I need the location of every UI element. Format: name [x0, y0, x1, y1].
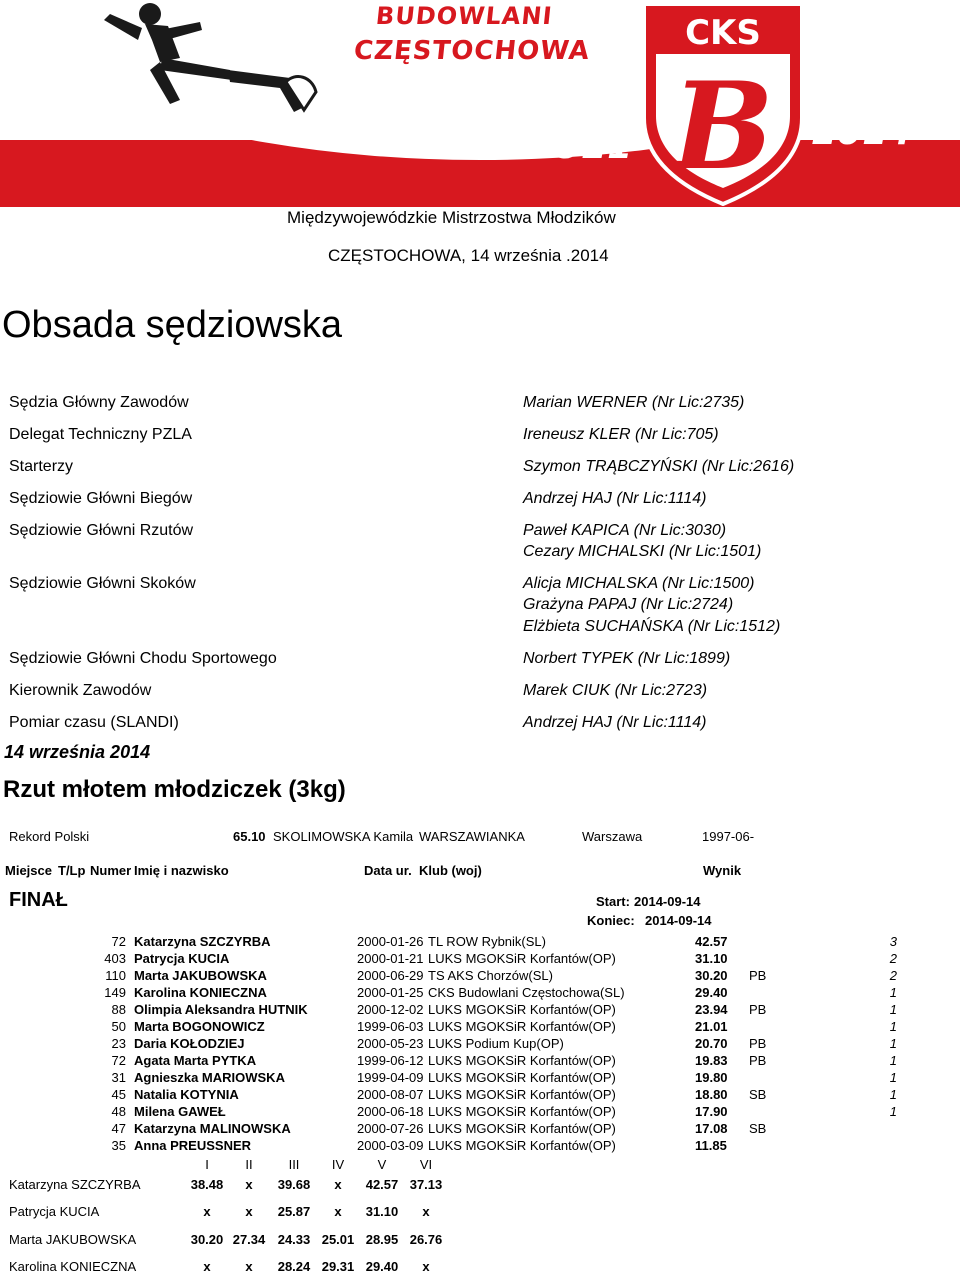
- official-role: Sędziowie Główni Skoków: [9, 575, 196, 592]
- result-name: Karolina KONIECZNA: [134, 985, 267, 1000]
- record-club: WARSZAWIANKA: [419, 829, 525, 844]
- official-role: Sędziowie Główni Rzutów: [9, 522, 194, 539]
- attempt-value: 39.68: [277, 1177, 311, 1192]
- result-name: Katarzyna SZCZYRBA: [134, 934, 271, 949]
- result-dob: 2000-06-29: [357, 968, 424, 983]
- result-name: Katarzyna MALINOWSKA: [134, 1121, 291, 1136]
- runner-silhouette-icon: [90, 0, 330, 140]
- header-banner: [0, 0, 960, 207]
- result-class: 1: [889, 1070, 897, 1085]
- result-class: 1: [889, 1053, 897, 1068]
- result-class: 3: [889, 934, 897, 949]
- attempt-value: x: [334, 1177, 342, 1192]
- result-club: LUKS Podium Kup(OP): [428, 1036, 564, 1051]
- competition-date: 14 września 2014: [4, 742, 151, 762]
- record-value: 65.10: [233, 829, 266, 844]
- event-title: Międzywojewódzkie Mistrzostwa Młodzików: [287, 208, 616, 227]
- result-name: Agata Marta PYTKA: [134, 1053, 257, 1068]
- result-dob: 2000-07-26: [357, 1121, 424, 1136]
- result-number: 31: [111, 1070, 126, 1085]
- result-number: 72: [111, 1053, 126, 1068]
- result-value: 23.94: [695, 1002, 728, 1017]
- attempt-value: 42.57: [365, 1177, 399, 1192]
- official-name: Grażyna PAPAJ (Nr Lic:2724): [523, 596, 734, 613]
- col-dob: Data ur.: [364, 863, 412, 878]
- result-value: 19.83: [695, 1053, 728, 1068]
- result-class: 2: [889, 968, 897, 983]
- attempt-value: 25.87: [277, 1204, 311, 1219]
- badge-text: CKS: [685, 13, 761, 53]
- attempt-value: 31.10: [365, 1204, 399, 1219]
- col-result: Wynik: [703, 863, 742, 878]
- result-value: 31.10: [695, 951, 728, 966]
- result-name: Daria KOŁODZIEJ: [134, 1036, 245, 1051]
- result-dob: 2000-12-02: [357, 1002, 424, 1017]
- result-number: 48: [111, 1104, 126, 1119]
- official-role: Sędzia Główny Zawodów: [9, 394, 189, 411]
- record-city: Warszawa: [582, 829, 643, 844]
- col-place: Miejsce: [5, 863, 52, 878]
- result-club: LUKS MGOKSiR Korfantów(OP): [428, 1053, 616, 1068]
- result-dob: 2000-08-07: [357, 1087, 424, 1102]
- attempt-value: x: [245, 1204, 253, 1219]
- col-number: Numer: [90, 863, 132, 878]
- attempt-value: 26.76: [409, 1232, 443, 1247]
- official-role: Starterzy: [9, 458, 74, 475]
- result-class: 1: [889, 1087, 897, 1102]
- result-dob: 2000-01-26: [357, 934, 424, 949]
- result-value: 21.01: [695, 1019, 728, 1034]
- attempt-value: x: [245, 1259, 253, 1274]
- result-club: LUKS MGOKSiR Korfantów(OP): [428, 1070, 616, 1085]
- result-club: TL ROW Rybnik(SL): [428, 934, 546, 949]
- official-role: Sędziowie Główni Biegów: [9, 490, 193, 507]
- result-class: 1: [889, 985, 897, 1000]
- result-name: Marta JAKUBOWSKA: [134, 968, 267, 983]
- col-club: Klub (woj): [419, 863, 482, 878]
- record-label: Rekord Polski: [9, 829, 90, 844]
- result-club: CKS Budowlani Częstochowa(SL): [428, 985, 625, 1000]
- badge-letter: B: [672, 56, 774, 197]
- attempt-value: x: [422, 1204, 430, 1219]
- official-name: Alicja MICHALSKA (Nr Lic:1500): [523, 575, 755, 592]
- club-wordmark: [352, 2, 592, 66]
- result-name: Anna PREUSSNER: [134, 1138, 252, 1153]
- official-name: Andrzej HAJ (Nr Lic:1114): [523, 490, 707, 507]
- official-name: Paweł KAPICA (Nr Lic:3030): [523, 522, 727, 539]
- result-value: 42.57: [695, 934, 728, 949]
- result-value: 20.70: [695, 1036, 728, 1051]
- result-value: 17.90: [695, 1104, 728, 1119]
- result-dob: 2000-01-21: [357, 951, 424, 966]
- official-name: Elżbieta SUCHAŃSKA (Nr Lic:1512): [523, 618, 781, 635]
- event-place-date: CZĘSTOCHOWA, 14 września .2014: [328, 246, 609, 265]
- official-name: Marian WERNER (Nr Lic:2735): [523, 394, 745, 411]
- official-name: Cezary MICHALSKI (Nr Lic:1501): [523, 543, 762, 560]
- result-value: 29.40: [695, 985, 728, 1000]
- end-date: 2014-09-14: [645, 913, 712, 928]
- official-role: Kierownik Zawodów: [9, 682, 152, 699]
- attempt-value: 30.20: [190, 1232, 224, 1247]
- year-founded: 1921: [532, 126, 633, 167]
- result-number: 35: [111, 1138, 126, 1153]
- result-number: 88: [111, 1002, 126, 1017]
- attempt-athlete: Katarzyna SZCZYRBA: [9, 1177, 141, 1192]
- result-note: PB: [749, 1036, 767, 1051]
- attempt-value: x: [203, 1204, 211, 1219]
- result-note: PB: [749, 1053, 767, 1068]
- result-note: PB: [749, 968, 767, 983]
- col-name: Imię i nazwisko: [134, 863, 229, 878]
- final-label: FINAŁ: [9, 889, 68, 911]
- attempt-value: 28.95: [365, 1232, 399, 1247]
- attempt-value: 38.48: [190, 1177, 224, 1192]
- result-class: 1: [889, 1036, 897, 1051]
- attempt-value: 29.40: [365, 1259, 399, 1274]
- club-shield-logo: [636, 0, 810, 206]
- start-date: 2014-09-14: [634, 894, 701, 909]
- official-name: Norbert TYPEK (Nr Lic:1899): [523, 650, 731, 667]
- result-note: SB: [749, 1121, 767, 1136]
- attempt-value: x: [203, 1259, 211, 1274]
- club-name-line2: CZĘSTOCHOWA: [352, 36, 592, 66]
- result-number: 50: [111, 1019, 126, 1034]
- result-class: 1: [889, 1019, 897, 1034]
- result-dob: 2000-05-23: [357, 1036, 424, 1051]
- end-label: Koniec:: [587, 913, 635, 928]
- club-name-line1: BUDOWLANI: [374, 2, 554, 30]
- result-dob: 2000-01-25: [357, 985, 424, 1000]
- attempt-value: 25.01: [321, 1232, 355, 1247]
- official-name: Andrzej HAJ (Nr Lic:1114): [523, 714, 707, 731]
- attempt-athlete: Patrycja KUCIA: [9, 1204, 100, 1219]
- result-number: 149: [104, 985, 126, 1000]
- attempt-value: 37.13: [409, 1177, 443, 1192]
- attempt-header: IV: [331, 1157, 345, 1172]
- attempt-value: x: [422, 1259, 430, 1274]
- col-lane: T/Lp: [58, 863, 86, 878]
- result-note: PB: [749, 1002, 767, 1017]
- attempt-value: x: [334, 1204, 342, 1219]
- competition-title: Rzut młotem młodziczek (3kg): [3, 776, 346, 803]
- result-name: Olimpia Aleksandra HUTNIK: [134, 1002, 308, 1017]
- result-value: 11.85: [695, 1138, 727, 1153]
- attempt-header: V: [377, 1157, 387, 1172]
- result-club: LUKS MGOKSiR Korfantów(OP): [428, 951, 616, 966]
- attempt-athlete: Marta JAKUBOWSKA: [9, 1232, 137, 1247]
- result-club: LUKS MGOKSiR Korfantów(OP): [428, 1019, 616, 1034]
- attempt-value: x: [245, 1177, 253, 1192]
- result-dob: 1999-04-09: [357, 1070, 424, 1085]
- result-class: 1: [889, 1002, 897, 1017]
- result-class: 2: [889, 951, 897, 966]
- official-role: Delegat Techniczny PZLA: [9, 426, 192, 443]
- result-value: 30.20: [695, 968, 728, 983]
- result-class: 1: [889, 1104, 897, 1119]
- result-name: Milena GAWEŁ: [134, 1104, 226, 1119]
- official-role: Sędziowie Główni Chodu Sportowego: [9, 650, 277, 667]
- attempt-value: 27.34: [232, 1232, 266, 1247]
- official-role: Pomiar czasu (SLANDI): [9, 714, 179, 731]
- attempt-value: 24.33: [277, 1232, 311, 1247]
- result-dob: 2000-03-09: [357, 1138, 424, 1153]
- result-club: LUKS MGOKSiR Korfantów(OP): [428, 1121, 616, 1136]
- record-date: 1997-06-: [702, 829, 755, 844]
- official-name: Marek CIUK (Nr Lic:2723): [523, 682, 708, 699]
- attempt-header: I: [205, 1157, 209, 1172]
- year-current: 2014: [812, 112, 913, 153]
- result-dob: 2000-06-18: [357, 1104, 424, 1119]
- result-dob: 1999-06-12: [357, 1053, 424, 1068]
- attempt-header: III: [288, 1157, 300, 1172]
- result-name: Patrycja KUCIA: [134, 951, 230, 966]
- page-title: Obsada sędziowska: [2, 304, 343, 346]
- result-name: Natalia KOTYNIA: [134, 1087, 239, 1102]
- result-value: 18.80: [695, 1087, 728, 1102]
- result-number: 110: [105, 968, 126, 983]
- result-number: 45: [111, 1087, 126, 1102]
- result-club: LUKS MGOKSiR Korfantów(OP): [428, 1087, 616, 1102]
- result-number: 23: [111, 1036, 126, 1051]
- result-club: LUKS MGOKSiR Korfantów(OP): [428, 1002, 616, 1017]
- attempt-athlete: Karolina KONIECZNA: [9, 1259, 137, 1274]
- result-club: LUKS MGOKSiR Korfantów(OP): [428, 1104, 616, 1119]
- result-number: 47: [111, 1121, 126, 1136]
- official-name: Ireneusz KLER (Nr Lic:705): [523, 426, 719, 443]
- result-name: Marta BOGONOWICZ: [134, 1019, 265, 1034]
- start-label: Start:: [596, 894, 630, 909]
- result-note: SB: [749, 1087, 767, 1102]
- attempt-header: VI: [419, 1157, 433, 1172]
- official-name: Szymon TRĄBCZYŃSKI (Nr Lic:2616): [523, 458, 795, 475]
- result-number: 403: [104, 951, 126, 966]
- attempt-value: 29.31: [321, 1259, 355, 1274]
- result-club: TS AKS Chorzów(SL): [428, 968, 553, 983]
- result-value: 19.80: [695, 1070, 728, 1085]
- result-dob: 1999-06-03: [357, 1019, 424, 1034]
- result-value: 17.08: [695, 1121, 728, 1136]
- record-holder: SKOLIMOWSKA Kamila: [273, 829, 414, 844]
- result-name: Agnieszka MARIOWSKA: [134, 1070, 285, 1085]
- attempt-value: 28.24: [277, 1259, 311, 1274]
- result-club: LUKS MGOKSiR Korfantów(OP): [428, 1138, 616, 1153]
- result-number: 72: [111, 934, 126, 949]
- attempt-header: II: [245, 1157, 253, 1172]
